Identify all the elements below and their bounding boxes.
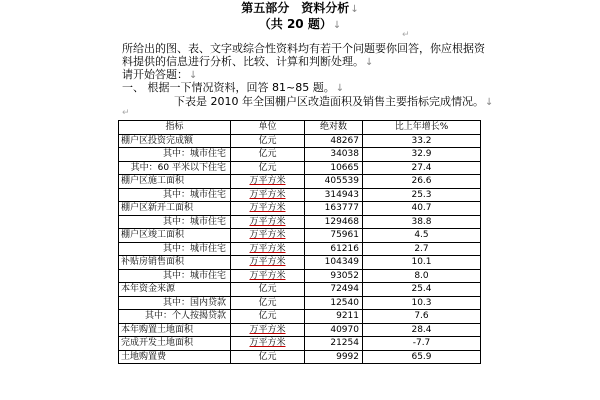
row-unit: 亿元 bbox=[231, 161, 305, 175]
row-label: 其中：城市住宅 bbox=[119, 188, 231, 202]
section-heading-text: 一、 根据一下情况资料，回答 81~85 题。 bbox=[122, 81, 335, 94]
row-growth: 26.6 bbox=[363, 175, 481, 189]
row-growth: 7.6 bbox=[363, 310, 481, 324]
page-subtitle-text: （共 20 题） bbox=[258, 17, 332, 31]
row-label: 其中：国内贷款 bbox=[119, 296, 231, 310]
row-unit: 亿元 bbox=[231, 283, 305, 297]
intro-text: 所给出的图、表、文字或综合性资料均有若干个问题要你回答，你应根据资料提供的信息进行分析、比较、计算和判断处理。 bbox=[122, 42, 485, 68]
row-label: 棚户区竣工面积 bbox=[119, 229, 231, 243]
table-row bbox=[119, 283, 481, 297]
column-header: 指标 bbox=[119, 121, 231, 135]
table-row bbox=[119, 148, 481, 162]
paragraph-mark-icon: ↓ bbox=[189, 70, 198, 81]
row-growth: 40.7 bbox=[363, 202, 481, 216]
row-unit: 万平方米 bbox=[231, 215, 305, 229]
row-value: 9211 bbox=[305, 310, 363, 324]
table-caption-text: 下表是 2010 年全国棚户区改造面积及销售主要指标完成情况。 bbox=[174, 95, 484, 108]
row-unit: 万平方米 bbox=[231, 202, 305, 216]
row-label: 土地购置费 bbox=[119, 350, 231, 364]
row-unit: 万平方米 bbox=[231, 188, 305, 202]
table-row bbox=[119, 161, 481, 175]
row-value: 163777 bbox=[305, 202, 363, 216]
row-label: 棚户区新开工面积 bbox=[119, 202, 231, 216]
row-value: 48267 bbox=[305, 134, 363, 148]
row-label: 本年资金来源 bbox=[119, 283, 231, 297]
row-unit: 亿元 bbox=[231, 350, 305, 364]
row-value: 21254 bbox=[305, 337, 363, 351]
row-value: 314943 bbox=[305, 188, 363, 202]
row-value: 75961 bbox=[305, 229, 363, 243]
row-growth: 28.4 bbox=[363, 323, 481, 337]
row-label: 其中：城市住宅 bbox=[119, 269, 231, 283]
row-label: 补贴房销售面积 bbox=[119, 256, 231, 270]
table-row bbox=[119, 188, 481, 202]
table-row bbox=[119, 269, 481, 283]
table-caption bbox=[174, 95, 493, 109]
table-row bbox=[119, 215, 481, 229]
column-header: 绝对数 bbox=[305, 121, 363, 135]
intro-paragraph bbox=[122, 42, 492, 69]
row-unit: 万平方米 bbox=[231, 229, 305, 243]
table-row bbox=[119, 202, 481, 216]
row-growth: 25.3 bbox=[363, 188, 481, 202]
row-value: 104349 bbox=[305, 256, 363, 270]
paragraph-mark-icon: ↓ bbox=[335, 83, 345, 94]
table-row bbox=[119, 296, 481, 310]
paragraph-mark-icon: ↵ bbox=[122, 108, 130, 118]
paragraph-mark-icon: ↵ bbox=[402, 30, 410, 40]
row-label: 其中：城市住宅 bbox=[119, 242, 231, 256]
paragraph-mark-icon: ↓ bbox=[332, 20, 342, 31]
row-growth: 25.4 bbox=[363, 283, 481, 297]
row-growth: 8.0 bbox=[363, 269, 481, 283]
row-unit: 万平方米 bbox=[231, 256, 305, 270]
row-growth: -7.7 bbox=[363, 337, 481, 351]
table-header-row bbox=[119, 121, 481, 135]
row-value: 9992 bbox=[305, 350, 363, 364]
row-unit: 万平方米 bbox=[231, 323, 305, 337]
row-value: 405539 bbox=[305, 175, 363, 189]
row-growth: 2.7 bbox=[363, 242, 481, 256]
table-row bbox=[119, 229, 481, 243]
data-table bbox=[118, 120, 481, 364]
row-value: 129468 bbox=[305, 215, 363, 229]
row-growth: 32.9 bbox=[363, 148, 481, 162]
row-unit: 亿元 bbox=[231, 296, 305, 310]
table-row bbox=[119, 350, 481, 364]
row-growth: 4.5 bbox=[363, 229, 481, 243]
row-label: 其中：60 平米以下住宅 bbox=[119, 161, 231, 175]
row-value: 61216 bbox=[305, 242, 363, 256]
row-unit: 亿元 bbox=[231, 310, 305, 324]
start-line bbox=[122, 68, 197, 82]
row-growth: 33.2 bbox=[363, 134, 481, 148]
row-unit: 亿元 bbox=[231, 134, 305, 148]
row-growth: 65.9 bbox=[363, 350, 481, 364]
column-header: 单位 bbox=[231, 121, 305, 135]
row-unit: 亿元 bbox=[231, 148, 305, 162]
table-row bbox=[119, 337, 481, 351]
paragraph-mark-icon: ↓ bbox=[350, 4, 359, 15]
row-unit: 万平方米 bbox=[231, 337, 305, 351]
table-row bbox=[119, 323, 481, 337]
row-value: 10665 bbox=[305, 161, 363, 175]
row-growth: 10.3 bbox=[363, 296, 481, 310]
row-growth: 10.1 bbox=[363, 256, 481, 270]
row-value: 34038 bbox=[305, 148, 363, 162]
page-title bbox=[0, 1, 600, 17]
row-unit: 万平方米 bbox=[231, 242, 305, 256]
section-heading bbox=[122, 81, 344, 95]
row-label: 其中：个人按揭贷款 bbox=[119, 310, 231, 324]
page-title-text: 第五部分 资料分析 bbox=[241, 1, 350, 15]
row-label: 棚户区投资完成额 bbox=[119, 134, 231, 148]
row-value: 93052 bbox=[305, 269, 363, 283]
row-growth: 27.4 bbox=[363, 161, 481, 175]
row-label: 其中：城市住宅 bbox=[119, 215, 231, 229]
row-unit: 万平方米 bbox=[231, 175, 305, 189]
start-text: 请开始答题： bbox=[122, 68, 188, 81]
row-label: 棚户区施工面积 bbox=[119, 175, 231, 189]
row-value: 12540 bbox=[305, 296, 363, 310]
row-value: 72494 bbox=[305, 283, 363, 297]
row-value: 40970 bbox=[305, 323, 363, 337]
paragraph-mark-icon: ↓ bbox=[485, 97, 494, 108]
table-row bbox=[119, 242, 481, 256]
row-label: 其中：城市住宅 bbox=[119, 148, 231, 162]
column-header: 比上年增长% bbox=[363, 121, 481, 135]
row-label: 本年购置土地面积 bbox=[119, 323, 231, 337]
table-row bbox=[119, 134, 481, 148]
table-row bbox=[119, 175, 481, 189]
page-subtitle bbox=[0, 17, 600, 33]
paragraph-mark-icon: ↓ bbox=[365, 57, 374, 68]
row-unit: 万平方米 bbox=[231, 269, 305, 283]
row-label: 完成开发土地面积 bbox=[119, 337, 231, 351]
table-row bbox=[119, 310, 481, 324]
row-growth: 38.8 bbox=[363, 215, 481, 229]
table-row bbox=[119, 256, 481, 270]
